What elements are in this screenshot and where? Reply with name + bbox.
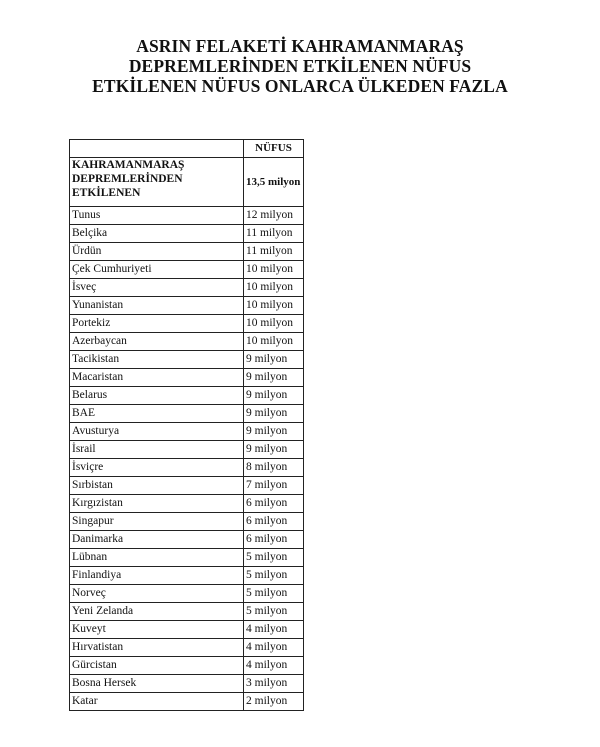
- table-row: [70, 243, 304, 261]
- population-cell: 12 milyon: [244, 207, 304, 225]
- population-cell: 10 milyon: [244, 315, 304, 333]
- table-row: [70, 675, 304, 693]
- population-cell: 9 milyon: [244, 405, 304, 423]
- country-cell: Danimarka: [70, 531, 244, 549]
- table-row: [70, 603, 304, 621]
- country-cell: Bosna Hersek: [70, 675, 244, 693]
- country-cell: Belarus: [70, 387, 244, 405]
- population-cell: 11 milyon: [244, 243, 304, 261]
- country-cell: Tacikistan: [70, 351, 244, 369]
- table-row: [70, 585, 304, 603]
- country-cell: Avusturya: [70, 423, 244, 441]
- table-row: [70, 693, 304, 711]
- population-cell: 5 milyon: [244, 585, 304, 603]
- country-cell: Norveç: [70, 585, 244, 603]
- table-row: [70, 279, 304, 297]
- population-cell: 10 milyon: [244, 333, 304, 351]
- population-cell: 9 milyon: [244, 441, 304, 459]
- table-row: [70, 423, 304, 441]
- table-row: [70, 441, 304, 459]
- population-cell: 4 milyon: [244, 621, 304, 639]
- country-cell: Gürcistan: [70, 657, 244, 675]
- country-cell: Hırvatistan: [70, 639, 244, 657]
- population-table: [69, 139, 304, 711]
- country-cell: İsrail: [70, 441, 244, 459]
- table-row: [70, 351, 304, 369]
- population-cell: 11 milyon: [244, 225, 304, 243]
- country-cell: Yeni Zelanda: [70, 603, 244, 621]
- country-cell: Yunanistan: [70, 297, 244, 315]
- highlight-label-line-3: ETKİLENEN: [72, 187, 141, 199]
- country-cell: Tunus: [70, 207, 244, 225]
- table-row: [70, 387, 304, 405]
- country-cell: İsveç: [70, 279, 244, 297]
- table-row: [70, 459, 304, 477]
- table-row: [70, 477, 304, 495]
- country-cell: Lübnan: [70, 549, 244, 567]
- population-cell: 10 milyon: [244, 279, 304, 297]
- population-cell: 8 milyon: [244, 459, 304, 477]
- population-cell: 9 milyon: [244, 369, 304, 387]
- country-cell: Kuveyt: [70, 621, 244, 639]
- table-row: [70, 657, 304, 675]
- table-row: [70, 207, 304, 225]
- page-title: [0, 36, 600, 96]
- country-cell: Katar: [70, 693, 244, 711]
- table-row: [70, 495, 304, 513]
- highlight-row: [70, 158, 304, 207]
- table-row: [70, 531, 304, 549]
- table-row: [70, 549, 304, 567]
- country-cell: Singapur: [70, 513, 244, 531]
- country-cell: Sırbistan: [70, 477, 244, 495]
- population-cell: 6 milyon: [244, 531, 304, 549]
- population-cell: 7 milyon: [244, 477, 304, 495]
- population-cell: 10 milyon: [244, 261, 304, 279]
- population-cell: 4 milyon: [244, 657, 304, 675]
- highlight-label-line-1: KAHRAMANMARAŞ: [72, 159, 185, 171]
- country-cell: Finlandiya: [70, 567, 244, 585]
- population-cell: 9 milyon: [244, 387, 304, 405]
- table-row: [70, 639, 304, 657]
- table-row: [70, 405, 304, 423]
- country-cell: Portekiz: [70, 315, 244, 333]
- highlight-value-cell: 13,5 milyon: [244, 158, 304, 207]
- table-row: [70, 369, 304, 387]
- population-cell: 10 milyon: [244, 297, 304, 315]
- table-row: [70, 297, 304, 315]
- country-cell: BAE: [70, 405, 244, 423]
- population-cell: 4 milyon: [244, 639, 304, 657]
- country-cell: Macaristan: [70, 369, 244, 387]
- highlight-label-line-2: DEPREMLERİNDEN: [72, 173, 183, 185]
- population-cell: 6 milyon: [244, 513, 304, 531]
- population-cell: 2 milyon: [244, 693, 304, 711]
- header-country-cell: [70, 140, 244, 158]
- table-row: [70, 621, 304, 639]
- population-cell: 5 milyon: [244, 567, 304, 585]
- country-cell: İsviçre: [70, 459, 244, 477]
- population-cell: 3 milyon: [244, 675, 304, 693]
- title-line-3: ETKİLENEN NÜFUS ONLARCA ÜLKEDEN FAZLA: [92, 76, 508, 96]
- population-cell: 9 milyon: [244, 351, 304, 369]
- table-header-row: [70, 140, 304, 158]
- country-cell: Çek Cumhuriyeti: [70, 261, 244, 279]
- country-cell: Belçika: [70, 225, 244, 243]
- population-cell: 5 milyon: [244, 549, 304, 567]
- table-row: [70, 225, 304, 243]
- table-row: [70, 315, 304, 333]
- title-line-2: DEPREMLERİNDEN ETKİLENEN NÜFUS: [128, 56, 472, 76]
- highlight-label-cell: [70, 158, 244, 207]
- table-row: [70, 261, 304, 279]
- population-cell: 9 milyon: [244, 423, 304, 441]
- table-row: [70, 513, 304, 531]
- population-cell: 6 milyon: [244, 495, 304, 513]
- title-line-1: ASRIN FELAKETİ KAHRAMANMARAŞ: [136, 36, 464, 56]
- country-cell: Ürdün: [70, 243, 244, 261]
- table-row: [70, 567, 304, 585]
- header-population-cell: NÜFUS: [244, 140, 304, 158]
- country-cell: Kırgızistan: [70, 495, 244, 513]
- population-cell: 5 milyon: [244, 603, 304, 621]
- table-row: [70, 333, 304, 351]
- country-cell: Azerbaycan: [70, 333, 244, 351]
